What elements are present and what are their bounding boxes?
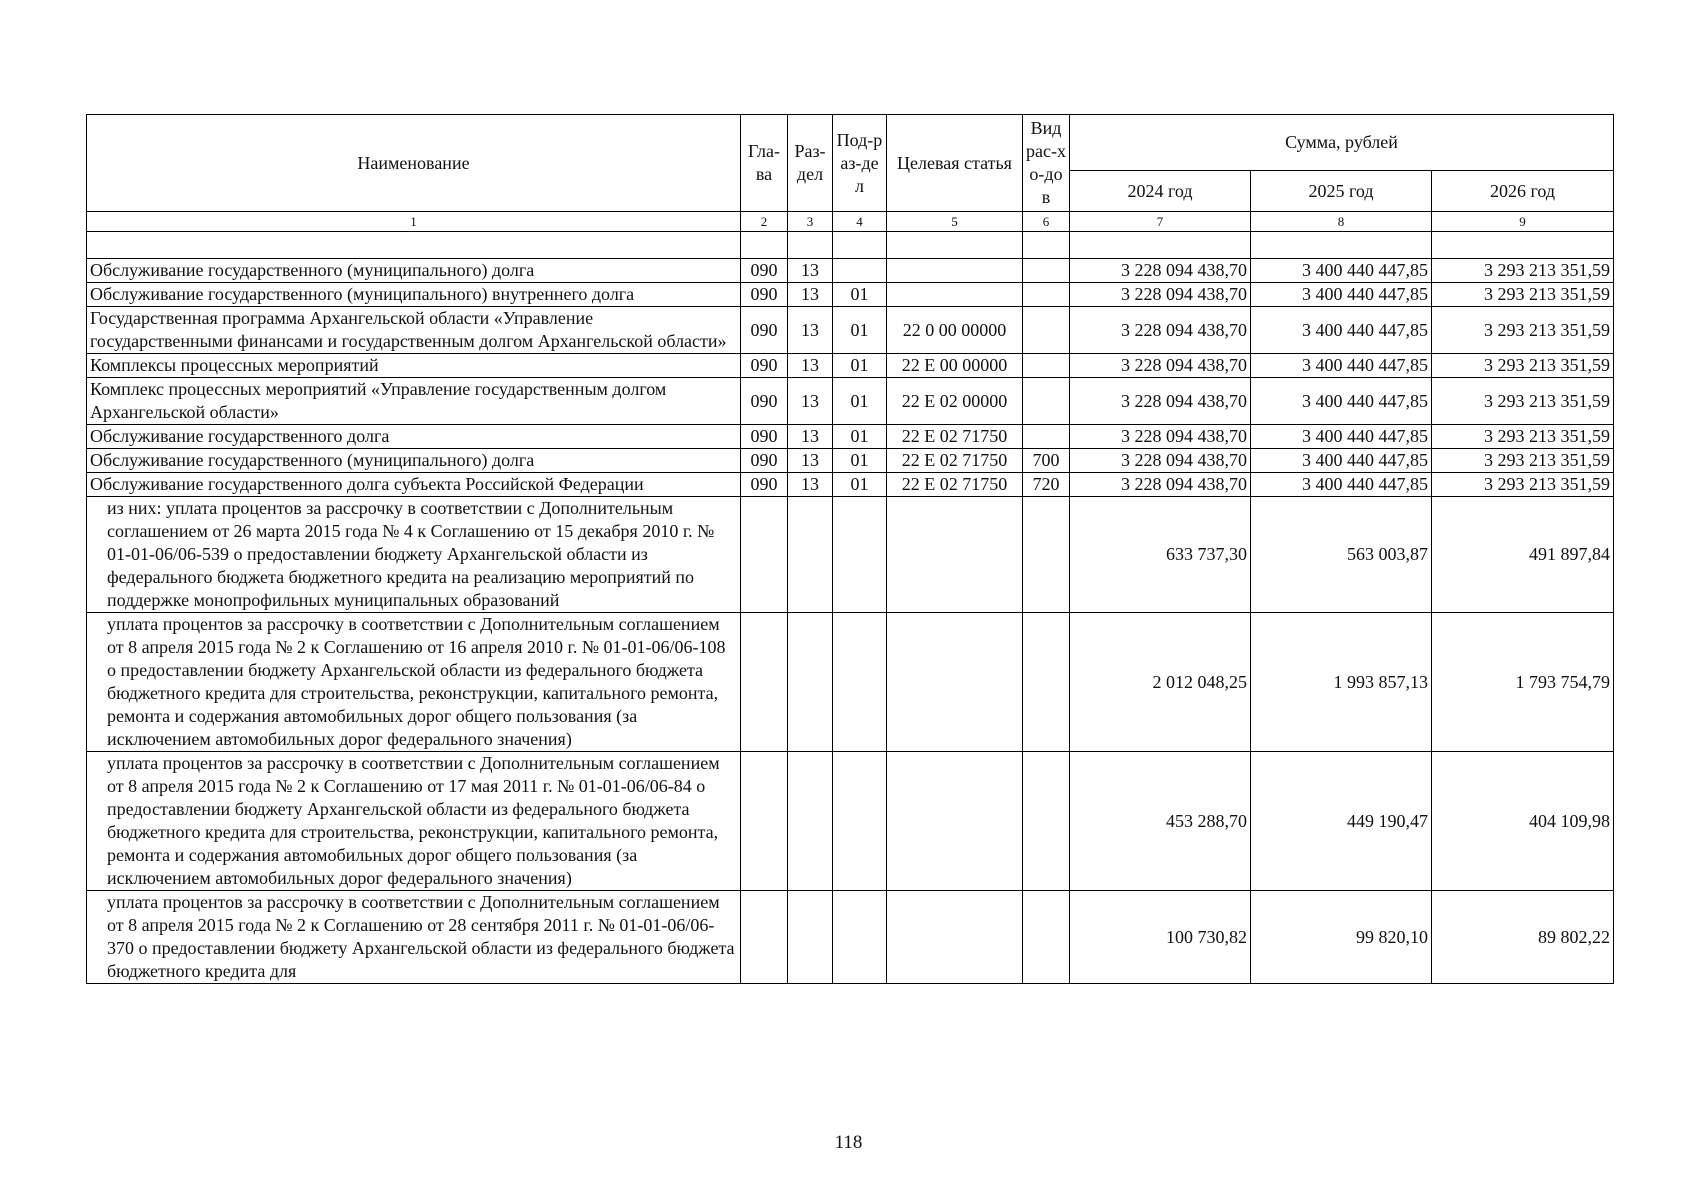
col-number: 5 — [887, 212, 1023, 232]
row-name: Обслуживание государственного (муниципального) долга — [87, 449, 741, 473]
row-expense-type — [1023, 891, 1070, 984]
row-subsection — [833, 891, 887, 984]
row-subsection: 01 — [833, 283, 887, 307]
row-section: 13 — [788, 354, 833, 378]
row-section: 13 — [788, 378, 833, 425]
row-section: 13 — [788, 449, 833, 473]
row-sum-2024: 2 012 048,25 — [1070, 613, 1251, 752]
row-sum-2024: 3 228 094 438,70 — [1070, 473, 1251, 497]
row-section: 13 — [788, 473, 833, 497]
row-chapter — [741, 497, 788, 613]
row-name: уплата процентов за рассрочку в соответствии с Дополнительным соглашением от 8 апреля 2015 года № 2 к Соглашению от 16 апреля 2010 г. № 01-01-06/06-108 о предоставлении бюджету Архангельской области из федерального бюджета бюджетного кредита для строительства, реконструкции, капитального ремонта, ремонта и содержания автомобильных дорог общего пользования (за исключением автомобильных дорог федерального значения) — [87, 613, 741, 752]
row-expense-type — [1023, 283, 1070, 307]
row-sum-2026: 3 293 213 351,59 — [1432, 354, 1614, 378]
row-sum-2025: 563 003,87 — [1251, 497, 1432, 613]
col-number: 3 — [788, 212, 833, 232]
col-number: 4 — [833, 212, 887, 232]
row-name: уплата процентов за рассрочку в соответствии с Дополнительным соглашением от 8 апреля 2015 года № 2 к Соглашению от 17 мая 2011 г. № 01-01-06/06-84 о предоставлении бюджету Архангельской области из федерального бюджета бюджетного кредита для строительства, реконструкции, капитального ремонта, ремонта и содержания автомобильных дорог общего пользования (за исключением автомобильных дорог федерального значения) — [87, 752, 741, 891]
row-expense-type — [1023, 752, 1070, 891]
row-sum-2024: 633 737,30 — [1070, 497, 1251, 613]
col-number: 8 — [1251, 212, 1432, 232]
row-target — [887, 259, 1023, 283]
row-sum-2025: 3 400 440 447,85 — [1251, 354, 1432, 378]
row-sum-2024: 3 228 094 438,70 — [1070, 283, 1251, 307]
row-section: 13 — [788, 283, 833, 307]
row-name: Комплекс процессных мероприятий «Управление государственным долгом Архангельской области» — [87, 378, 741, 425]
row-target — [887, 283, 1023, 307]
row-sum-2024: 100 730,82 — [1070, 891, 1251, 984]
row-expense-type — [1023, 613, 1070, 752]
row-chapter: 090 — [741, 425, 788, 449]
header-year-2025: 2025 год — [1251, 171, 1432, 212]
row-subsection — [833, 259, 887, 283]
row-sum-2024: 3 228 094 438,70 — [1070, 378, 1251, 425]
header-target: Целевая статья — [887, 115, 1023, 212]
row-sum-2026: 89 802,22 — [1432, 891, 1614, 984]
row-sum-2024: 3 228 094 438,70 — [1070, 354, 1251, 378]
table-row — [87, 752, 1614, 891]
row-target — [887, 891, 1023, 984]
row-sum-2025: 3 400 440 447,85 — [1251, 378, 1432, 425]
row-section — [788, 752, 833, 891]
row-name: Государственная программа Архангельской области «Управление государственными финансами и государственным долгом Архангельской области» — [87, 307, 741, 354]
row-chapter: 090 — [741, 354, 788, 378]
table-row — [87, 613, 1614, 752]
row-chapter: 090 — [741, 259, 788, 283]
row-chapter: 090 — [741, 473, 788, 497]
row-chapter — [741, 752, 788, 891]
table-row — [87, 425, 1614, 449]
table-row — [87, 497, 1614, 613]
header-name: Наименование — [87, 115, 741, 212]
header-section: Раз-дел — [788, 115, 833, 212]
row-expense-type: 720 — [1023, 473, 1070, 497]
row-subsection: 01 — [833, 378, 887, 425]
page-number: 118 — [834, 1132, 863, 1153]
row-sum-2025: 1 993 857,13 — [1251, 613, 1432, 752]
row-sum-2026: 3 293 213 351,59 — [1432, 259, 1614, 283]
row-expense-type — [1023, 307, 1070, 354]
row-sum-2025: 99 820,10 — [1251, 891, 1432, 984]
row-sum-2025: 3 400 440 447,85 — [1251, 283, 1432, 307]
row-target: 22 Е 02 00000 — [887, 378, 1023, 425]
table-row — [87, 378, 1614, 425]
row-target: 22 0 00 00000 — [887, 307, 1023, 354]
row-target: 22 Е 02 71750 — [887, 449, 1023, 473]
row-section: 13 — [788, 425, 833, 449]
row-sum-2024: 453 288,70 — [1070, 752, 1251, 891]
row-sum-2026: 1 793 754,79 — [1432, 613, 1614, 752]
row-chapter: 090 — [741, 449, 788, 473]
row-sum-2024: 3 228 094 438,70 — [1070, 259, 1251, 283]
row-expense-type — [1023, 378, 1070, 425]
row-sum-2024: 3 228 094 438,70 — [1070, 449, 1251, 473]
row-expense-type — [1023, 354, 1070, 378]
col-number: 1 — [87, 212, 741, 232]
row-subsection: 01 — [833, 307, 887, 354]
row-sum-2024: 3 228 094 438,70 — [1070, 307, 1251, 354]
header-subsection: Под-раз-дел — [833, 115, 887, 212]
table-row — [87, 449, 1614, 473]
row-sum-2025: 449 190,47 — [1251, 752, 1432, 891]
row-name: из них: уплата процентов за рассрочку в соответствии с Дополнительным соглашением от 26 марта 2015 года № 4 к Соглашению от 15 декабря 2010 г. № 01-01-06/06-539 о предоставлении бюджету Архангельской области из федерального бюджета бюджетного кредита на реализацию мероприятий по поддержке монопрофильных муниципальных образований — [87, 497, 741, 613]
row-name: уплата процентов за рассрочку в соответствии с Дополнительным соглашением от 8 апреля 2015 года № 2 к Соглашению от 28 сентября 2011 г. № 01-01-06/06-370 о предоставлении бюджету Архангельской области из федерального бюджета бюджетного кредита для — [87, 891, 741, 984]
table-row — [87, 354, 1614, 378]
empty-row — [87, 232, 1614, 259]
row-target — [887, 497, 1023, 613]
row-expense-type — [1023, 425, 1070, 449]
row-chapter: 090 — [741, 378, 788, 425]
table-row — [87, 283, 1614, 307]
row-sum-2026: 3 293 213 351,59 — [1432, 283, 1614, 307]
row-sum-2026: 404 109,98 — [1432, 752, 1614, 891]
header-chapter: Гла-ва — [741, 115, 788, 212]
row-section — [788, 613, 833, 752]
col-number: 7 — [1070, 212, 1251, 232]
row-name: Обслуживание государственного долга субъекта Российской Федерации — [87, 473, 741, 497]
row-subsection — [833, 613, 887, 752]
row-subsection: 01 — [833, 449, 887, 473]
row-name: Обслуживание государственного долга — [87, 425, 741, 449]
header-sum: Сумма, рублей — [1070, 115, 1614, 171]
table-row — [87, 473, 1614, 497]
row-subsection: 01 — [833, 425, 887, 449]
row-sum-2026: 3 293 213 351,59 — [1432, 473, 1614, 497]
col-number: 2 — [741, 212, 788, 232]
row-sum-2025: 3 400 440 447,85 — [1251, 259, 1432, 283]
table-row — [87, 891, 1614, 984]
budget-table — [86, 114, 1614, 984]
row-sum-2025: 3 400 440 447,85 — [1251, 425, 1432, 449]
row-sum-2026: 3 293 213 351,59 — [1432, 425, 1614, 449]
row-expense-type — [1023, 497, 1070, 613]
row-sum-2026: 3 293 213 351,59 — [1432, 378, 1614, 425]
col-number: 6 — [1023, 212, 1070, 232]
row-sum-2025: 3 400 440 447,85 — [1251, 473, 1432, 497]
header-year-2026: 2026 год — [1432, 171, 1614, 212]
row-target: 22 Е 02 71750 — [887, 473, 1023, 497]
row-sum-2024: 3 228 094 438,70 — [1070, 425, 1251, 449]
row-chapter — [741, 613, 788, 752]
table-body — [87, 232, 1614, 984]
row-name: Комплексы процессных мероприятий — [87, 354, 741, 378]
header-year-2024: 2024 год — [1070, 171, 1251, 212]
row-chapter: 090 — [741, 283, 788, 307]
row-section: 13 — [788, 307, 833, 354]
row-subsection: 01 — [833, 473, 887, 497]
table-row — [87, 307, 1614, 354]
row-section — [788, 891, 833, 984]
row-section: 13 — [788, 259, 833, 283]
row-target: 22 Е 00 00000 — [887, 354, 1023, 378]
row-expense-type — [1023, 259, 1070, 283]
row-subsection — [833, 752, 887, 891]
row-name: Обслуживание государственного (муниципального) внутреннего долга — [87, 283, 741, 307]
row-target — [887, 613, 1023, 752]
col-number: 9 — [1432, 212, 1614, 232]
header-expense-type: Вид рас-хо-дов — [1023, 115, 1070, 212]
row-chapter — [741, 891, 788, 984]
row-sum-2025: 3 400 440 447,85 — [1251, 449, 1432, 473]
table-row — [87, 259, 1614, 283]
row-target — [887, 752, 1023, 891]
row-target: 22 Е 02 71750 — [887, 425, 1023, 449]
row-sum-2025: 3 400 440 447,85 — [1251, 307, 1432, 354]
row-subsection: 01 — [833, 354, 887, 378]
row-subsection — [833, 497, 887, 613]
row-expense-type: 700 — [1023, 449, 1070, 473]
row-name: Обслуживание государственного (муниципального) долга — [87, 259, 741, 283]
row-section — [788, 497, 833, 613]
row-chapter: 090 — [741, 307, 788, 354]
row-sum-2026: 3 293 213 351,59 — [1432, 449, 1614, 473]
row-sum-2026: 3 293 213 351,59 — [1432, 307, 1614, 354]
row-sum-2026: 491 897,84 — [1432, 497, 1614, 613]
